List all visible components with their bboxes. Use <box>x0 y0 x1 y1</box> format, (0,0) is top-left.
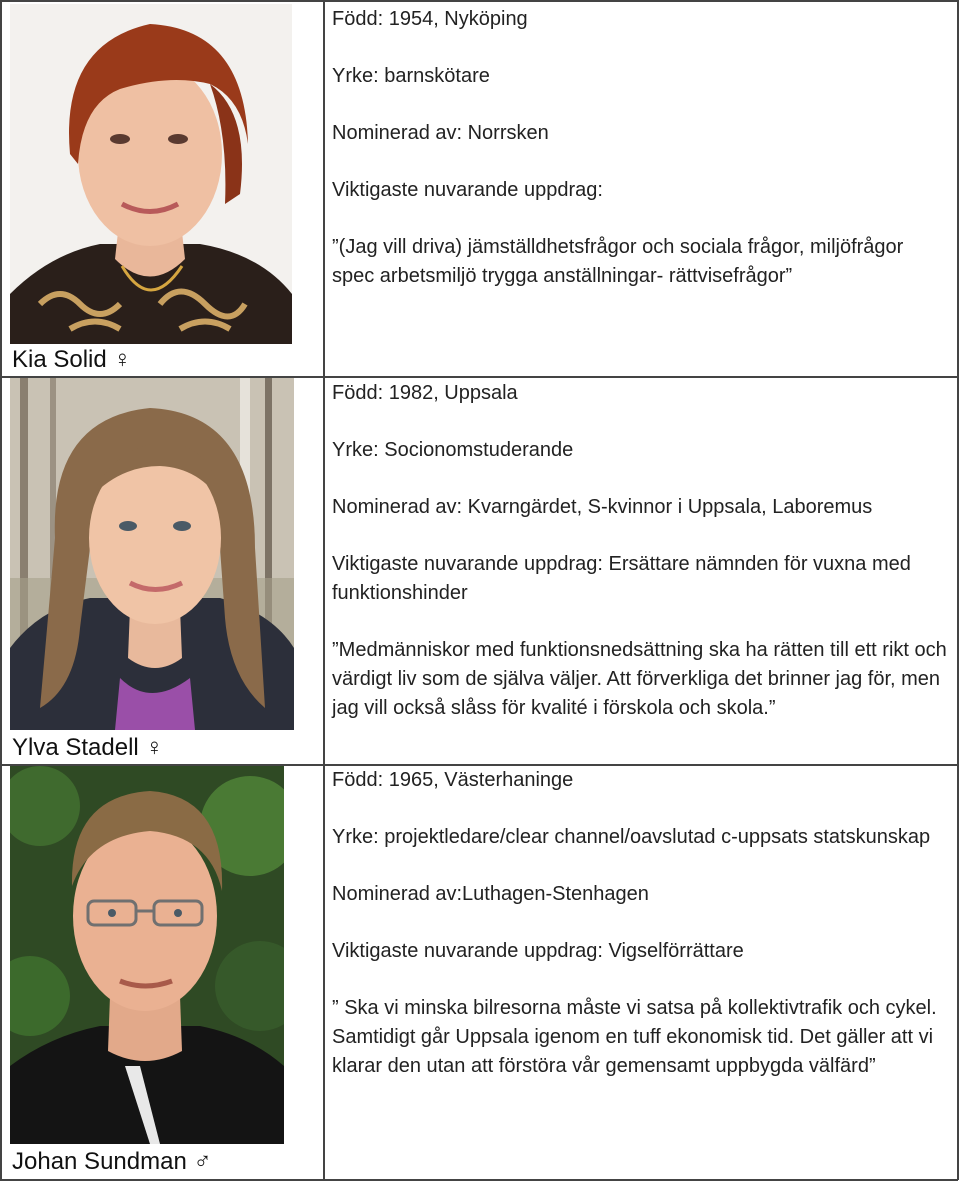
candidate-name-text: Johan Sundman <box>12 1148 187 1175</box>
candidate-name <box>12 734 163 762</box>
occupation-field: Yrke: Socionomstuderande <box>332 439 574 461</box>
candidate-info <box>332 766 948 1081</box>
candidate-name-text: Kia Solid <box>12 346 107 373</box>
photo-cell <box>2 0 324 376</box>
female-symbol-icon: ♀ <box>145 734 164 761</box>
assignment-field: Viktigaste nuvarande uppdrag: <box>332 179 603 201</box>
nominated-by-field: Nominerad av: Norrsken <box>332 122 549 144</box>
male-symbol-icon: ♂ <box>193 1148 212 1175</box>
candidate-name <box>12 1148 211 1176</box>
born-field: Född: 1954, Nyköping <box>332 8 528 30</box>
candidate-name <box>12 346 131 374</box>
photo-cell <box>2 378 324 764</box>
occupation-field: Yrke: projektledare/clear channel/oavslutad c-uppsats statskunskap <box>332 826 931 848</box>
born-field: Född: 1982, Uppsala <box>332 382 518 404</box>
table-row <box>0 378 960 764</box>
candidate-info <box>332 5 948 291</box>
occupation-field: Yrke: barnskötare <box>332 65 490 87</box>
candidate-info <box>332 379 948 723</box>
candidate-name-text: Ylva Stadell <box>12 734 139 761</box>
portrait-photo <box>10 766 284 1144</box>
candidate-quote: ” Ska vi minska bilresorna måste vi satsa på kollektivtrafik och cykel. Samtidigt går Uppsala igenom en tuff ekonomisk tid. Det gäller att vi klarar den utan att förstöra vår gemensamt uppbygda välfärd” <box>332 997 937 1077</box>
table-border-bottom <box>0 1179 958 1181</box>
nominated-by-field: Nominerad av: Kvarngärdet, S-kvinnor i Uppsala, Laboremus <box>332 496 873 518</box>
nominated-by-field: Nominerad av:Luthagen-Stenhagen <box>332 883 649 905</box>
table-row <box>0 766 960 1179</box>
female-symbol-icon: ♀ <box>113 346 132 373</box>
portrait-photo <box>10 378 294 730</box>
photo-cell <box>2 766 324 1179</box>
born-field: Född: 1965, Västerhaninge <box>332 769 574 791</box>
table-row <box>0 0 960 376</box>
candidate-quote: ”Medmänniskor med funktionsnedsättning ska ha rätten till ett rikt och värdigt liv som de själva väljer. Att förverkliga det brinner jag för, men jag vill också slåss för kvalité i förskola och skola.” <box>332 639 947 719</box>
assignment-field: Viktigaste nuvarande uppdrag: Ersättare nämnden för vuxna med funktionshinder <box>332 553 911 604</box>
portrait-photo <box>10 4 292 344</box>
assignment-field: Viktigaste nuvarande uppdrag: Vigselförrättare <box>332 940 744 962</box>
candidate-quote: ”(Jag vill driva) jämställdhetsfrågor och sociala frågor, miljöfrågor spec arbetsmiljö trygga anställningar- rättvisefrågor” <box>332 236 904 287</box>
